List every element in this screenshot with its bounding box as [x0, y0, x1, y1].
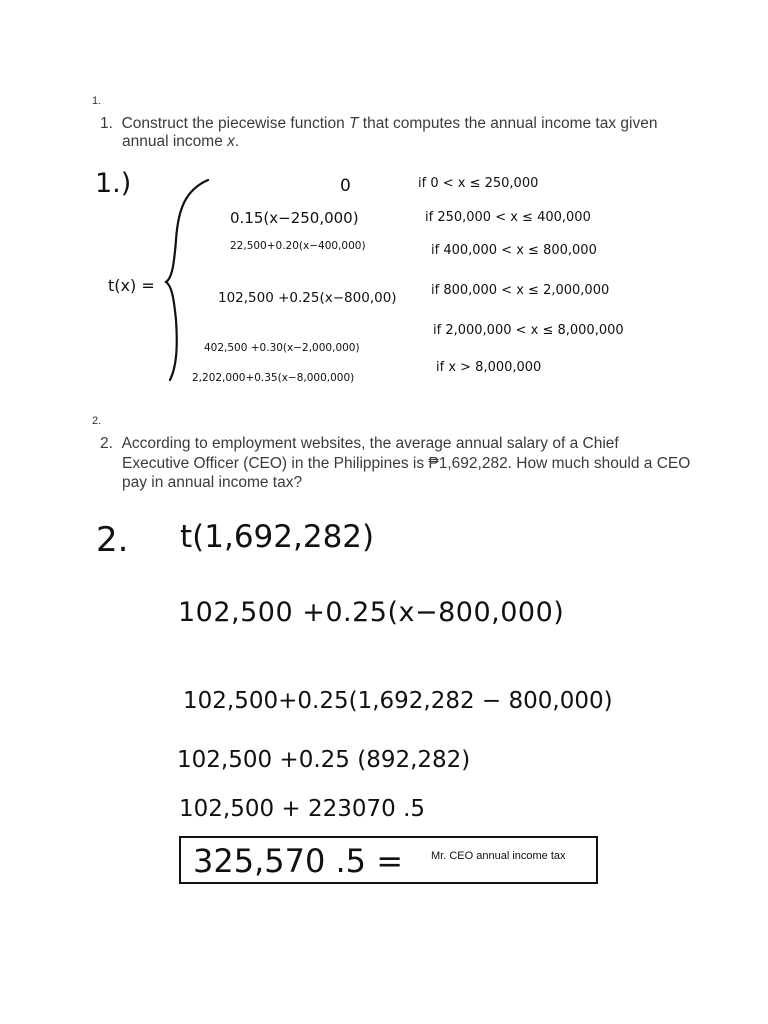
- case-5-expr: 402,500 +0.30(x−2,000,000): [204, 342, 360, 354]
- question-2-line3: pay in annual income tax?: [122, 474, 303, 491]
- question-2-number: 2.: [100, 435, 113, 452]
- case-3-cond: if 400,000 < x ≤ 800,000: [431, 243, 597, 258]
- question-1-text-line2: [122, 132, 239, 152]
- question-1-line2-end: .: [234, 133, 240, 150]
- case-4-expr: 102,500 +0.25(x−800,00): [218, 290, 397, 306]
- question-1-line1: Construct the piecewise function: [121, 115, 350, 132]
- step-2: 102,500 +0.25(x−800,000): [178, 597, 565, 628]
- case-2-cond: if 250,000 < x ≤ 400,000: [425, 210, 591, 225]
- answer-2-label: 2.: [96, 520, 129, 560]
- question-2-line1: 2. According to employment websites, the average annual salary of a Chief: [100, 435, 619, 452]
- final-answer-value: 325,570 .5 =: [193, 842, 404, 880]
- case-5-cond: if 2,000,000 < x ≤ 8,000,000: [433, 323, 624, 338]
- question-1-var-T: T: [349, 115, 359, 132]
- step-3: 102,500+0.25(1,692,282 − 800,000): [183, 688, 613, 714]
- case-6-cond: if x > 8,000,000: [436, 360, 542, 375]
- step-4: 102,500 +0.25 (892,282): [177, 747, 471, 773]
- question-1-line1-end: that computes the annual income tax given: [358, 115, 658, 132]
- case-3-expr: 22,500+0.20(x−400,000): [230, 240, 366, 252]
- case-6-expr: 2,202,000+0.35(x−8,000,000): [192, 372, 355, 384]
- question-1-text: [100, 114, 657, 134]
- case-1-expr: 0: [340, 176, 351, 196]
- case-4-cond: if 800,000 < x ≤ 2,000,000: [431, 283, 610, 298]
- question-1-number: 1.: [100, 115, 113, 132]
- question-1-line2: annual income: [122, 133, 228, 150]
- question-2-line2: Executive Officer (CEO) in the Philippines is ₱1,692,282. How much should a CEO: [122, 455, 691, 472]
- answer-1-label: 1.): [95, 168, 132, 199]
- step-1: t(1,692,282): [180, 519, 375, 555]
- step-5: 102,500 + 223070 .5: [179, 796, 426, 822]
- left-brace-icon: [150, 170, 220, 390]
- final-answer-note: Mr. CEO annual income tax: [431, 850, 566, 862]
- question-1-var-x: x: [227, 133, 235, 150]
- final-answer-box: [179, 836, 598, 884]
- section-1-label: 1.: [92, 95, 102, 107]
- case-1-cond: if 0 < x ≤ 250,000: [418, 176, 539, 191]
- section-2-label: 2.: [92, 415, 102, 427]
- function-name: t(x) =: [108, 276, 155, 295]
- case-2-expr: 0.15(x−250,000): [230, 209, 359, 227]
